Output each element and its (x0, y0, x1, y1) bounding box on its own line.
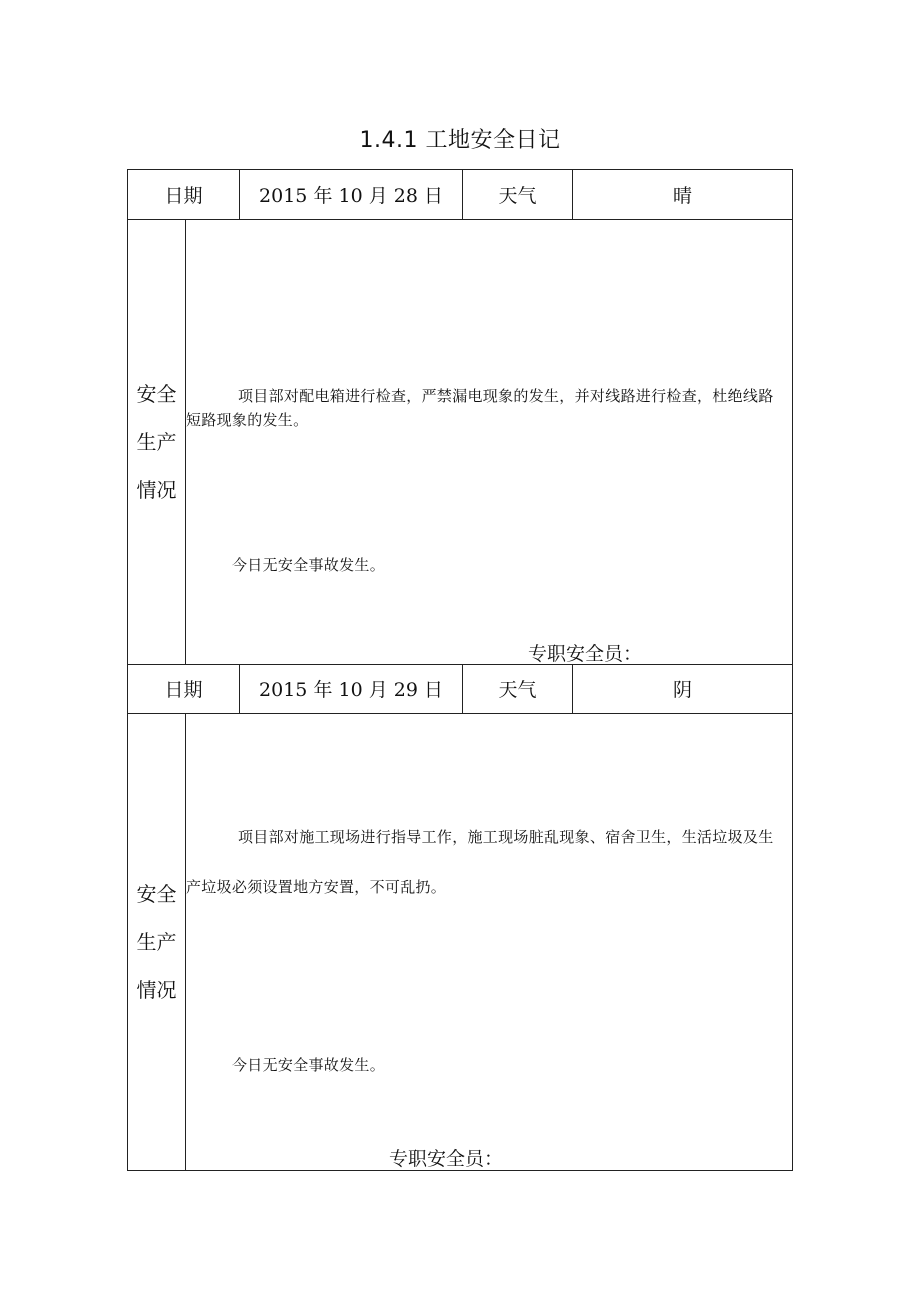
entry-body (128, 714, 792, 1170)
date-value: 2015 年 10 月 28 日 (240, 170, 463, 219)
entry-body (128, 220, 792, 664)
date-label: 日期 (128, 664, 240, 713)
section-label (128, 714, 186, 1170)
section-label-line-2: 生产 (136, 430, 177, 454)
log-entry-2 (127, 664, 793, 1171)
date-value: 2015 年 10 月 29 日 (240, 664, 463, 713)
section-label-line-2: 生产 (136, 930, 177, 954)
weather-value: 晴 (672, 185, 692, 207)
no-accident-note: 今日无安全事故发生。 (232, 1056, 386, 1074)
section-label-line-3: 情况 (136, 978, 177, 1002)
section-label-line-3: 情况 (136, 478, 177, 502)
section-label-line-1: 安全 (136, 882, 177, 906)
page-title: 1.4.1 工地安全日记 (359, 128, 561, 153)
entry-content (186, 714, 792, 1170)
section-label (128, 220, 186, 664)
weather-value: 阴 (672, 679, 692, 701)
weather-label: 天气 (463, 170, 573, 219)
safety-report: 项目部对配电箱进行检查，严禁漏电现象的发生，并对线路进行检查，杜绝线路短路现象的发生。 (186, 387, 774, 429)
safety-officer-signature: 专职安全员： (528, 643, 643, 665)
no-accident-note: 今日无安全事故发生。 (232, 556, 386, 574)
log-entry-1 (127, 169, 793, 665)
weather-label: 天气 (463, 664, 573, 713)
section-label-line-1: 安全 (136, 382, 177, 406)
safety-report: 项目部对施工现场进行指导工作，施工现场脏乱现象、宿舍卫生，生活垃圾及生产垃圾必须设置地方安置，不可乱扔。 (186, 828, 774, 896)
entry-header-row (128, 664, 792, 714)
safety-officer-signature: 专职安全员： (389, 1148, 504, 1170)
entry-header-row (128, 170, 792, 220)
entry-content (186, 220, 792, 664)
date-label: 日期 (128, 170, 240, 219)
